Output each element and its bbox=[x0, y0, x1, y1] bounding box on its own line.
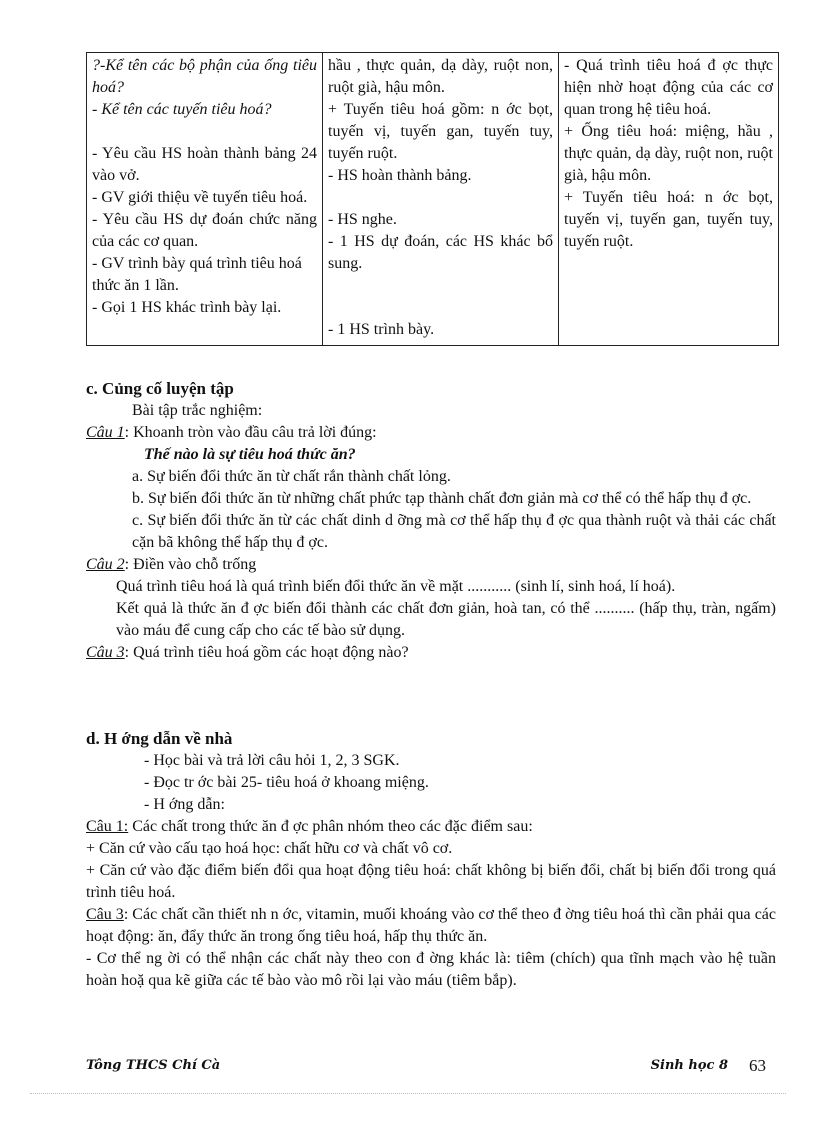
question-text: : Khoanh tròn vào đầu câu trả lời đúng: bbox=[124, 424, 377, 441]
section-d bbox=[86, 728, 776, 992]
question-label: Câu 3 bbox=[86, 906, 124, 923]
student-activity-cell bbox=[323, 53, 559, 346]
table-spacer bbox=[328, 187, 553, 209]
table-row bbox=[87, 53, 779, 346]
exercise-intro: Bài tập trắc nghiệm: bbox=[132, 402, 263, 419]
table-spacer bbox=[328, 297, 553, 319]
question-text: : Quá trình tiêu hoá gồm các hoạt động nào? bbox=[124, 644, 409, 661]
table-text: + Tuyến tiêu hoá: n ớc bọt, tuyến vị, tuyến gan, tuyến tuy, tuyến ruột. bbox=[564, 189, 773, 250]
teacher-activity-cell bbox=[87, 53, 323, 346]
guide-point: + Căn cứ vào đặc điểm biến đổi qua hoạt động tiêu hoá: chất không bị biến đổi, chất bị biến đổi trong quá trình tiêu hoá. bbox=[86, 862, 776, 901]
question-label: Câu 2 bbox=[86, 556, 125, 573]
homework-item: - H ớng dẫn: bbox=[144, 796, 225, 813]
question-2 bbox=[86, 554, 776, 576]
table-spacer bbox=[92, 121, 317, 143]
page-footer bbox=[86, 1058, 776, 1082]
table-text: ?-Kể tên các bộ phận của ống tiêu hoá? bbox=[92, 57, 317, 96]
question-1-prompt: Thế nào là sự tiêu hoá thức ăn? bbox=[144, 446, 356, 463]
question-label: Câu 3 bbox=[86, 644, 125, 661]
section-heading: c. Củng cố luyện tập bbox=[86, 379, 234, 398]
option-b bbox=[86, 488, 776, 510]
question-2-para-2: Kết quả là thức ăn đ ợc biến đổi thành các chất đơn giản, hoà tan, có thể .......... (hấp thụ, tràn, ngấm) vào máu để cung cấp cho các tế bào sử dụng. bbox=[116, 600, 776, 639]
table-text: hầu , thực quản, dạ dày, ruột non, ruột già, hậu môn. bbox=[328, 57, 553, 96]
table-text: - 1 HS trình bày. bbox=[328, 321, 435, 338]
question-2-para-1: Quá trình tiêu hoá là quá trình biến đổi thức ăn về mặt ........... (sinh lí, sinh hoá, lí hoá). bbox=[116, 578, 676, 595]
table-text: + Tuyến tiêu hoá gồm: n ớc bọt, tuyến vị, tuyến gan, tuyến tuy, tuyến ruột. bbox=[328, 101, 553, 162]
guide-point: - Cơ thể ng ời có thể nhận các chất này theo con đ ờng khác là: tiêm (chích) qua tĩnh mạch vào hệ tuần hoàn hoặ qua kẽ giữa các tế bào vào mô rồi lại vào máu (tiêm bắp). bbox=[86, 950, 776, 989]
table-spacer bbox=[328, 275, 553, 297]
guide-point: + Căn cứ vào cấu tạo hoá học: chất hữu cơ và chất vô cơ. bbox=[86, 840, 453, 857]
table-text: - GV giới thiệu về tuyến tiêu hoá. bbox=[92, 189, 308, 206]
option-b-text: b. Sự biến đổi thức ăn từ những chất phức tạp thành chất đơn giản mà cơ thể có thể hấp thụ đ ợc. bbox=[132, 490, 752, 507]
question-label: Câu 1: bbox=[86, 818, 129, 835]
page-number: 63 bbox=[749, 1056, 766, 1075]
section-c bbox=[86, 378, 776, 664]
table-text: - Quá trình tiêu hoá đ ợc thực hiện nhờ hoạt động của các cơ quan trong hệ tiêu hoá. bbox=[564, 57, 773, 118]
table-text: + Ống tiêu hoá: miệng, hầu , thực quản, dạ dày, ruột non, ruột già, hậu môn. bbox=[564, 123, 773, 184]
guide-question-3 bbox=[86, 904, 776, 948]
homework-item: - Học bài và trả lời câu hỏi 1, 2, 3 SGK. bbox=[144, 752, 400, 769]
question-label: Câu 1 bbox=[86, 424, 125, 441]
footer-subject: Sinh học 8 bbox=[650, 1058, 728, 1073]
content-cell bbox=[559, 53, 779, 346]
question-1 bbox=[86, 422, 776, 444]
table-text: - 1 HS dự đoán, các HS khác bổ sung. bbox=[328, 233, 553, 272]
lesson-table bbox=[86, 52, 779, 346]
table-text: - Yêu cầu HS hoàn thành bảng 24 vào vở. bbox=[92, 145, 317, 184]
question-text: : Điền vào chỗ trống bbox=[124, 556, 257, 573]
table-text: - HS hoàn thành bảng. bbox=[328, 167, 472, 184]
table-text: - Kể tên các tuyến tiêu hoá? bbox=[92, 101, 272, 118]
bottom-divider bbox=[30, 1093, 786, 1094]
guide-question-1 bbox=[86, 816, 776, 838]
question-3 bbox=[86, 642, 776, 664]
table-text: - GV trình bày quá trình tiêu hoá thức ăn 1 lần. bbox=[92, 255, 302, 294]
table-text: - Yêu cầu HS dự đoán chức năng của các cơ quan. bbox=[92, 211, 317, 250]
question-text: Các chất trong thức ăn đ ợc phân nhóm theo các đặc điểm sau: bbox=[128, 818, 533, 835]
table-text: - Gọi 1 HS khác trình bày lại. bbox=[92, 299, 282, 316]
section-heading: d. H ớng dẫn về nhà bbox=[86, 729, 233, 748]
option-a: a. Sự biến đổi thức ăn từ chất rắn thành chất lỏng. bbox=[132, 468, 451, 485]
question-text: : Các chất cần thiết nh n ớc, vitamin, muối khoáng vào cơ thể theo đ ờng tiêu hoá thì cần phải qua các hoạt động: ăn, đẩy thức ăn trong ống tiêu hoá, hấp thụ thức ăn. bbox=[86, 906, 776, 945]
option-c-text: c. Sự biến đổi thức ăn từ các chất dinh d ỡng mà cơ thể hấp thụ đ ợc qua thành ruột và thải các chất cặn bã không thể hấp thụ đ ợc. bbox=[132, 512, 776, 551]
footer-school: Tông THCS Chí Cà bbox=[86, 1058, 221, 1073]
homework-item: - Đọc tr ớc bài 25- tiêu hoá ở khoang miệng. bbox=[144, 774, 429, 791]
table-text: - HS nghe. bbox=[328, 211, 397, 228]
option-c bbox=[86, 510, 776, 554]
